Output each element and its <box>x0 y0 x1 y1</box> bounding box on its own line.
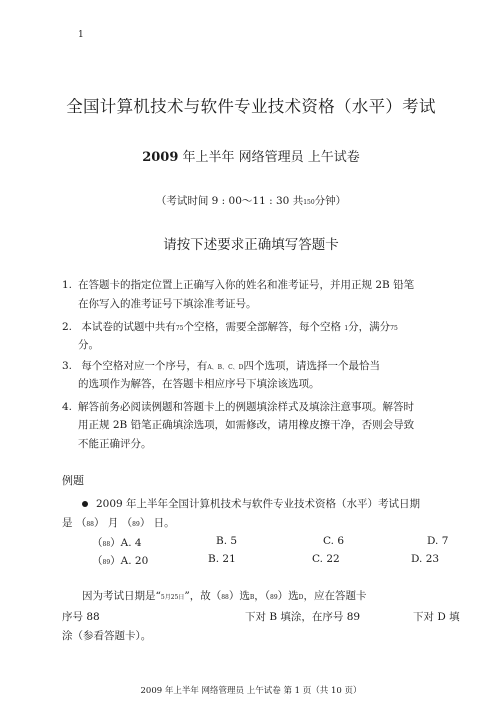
option-d: D. 7 <box>427 535 449 547</box>
option-b: B. 5 <box>216 535 238 547</box>
example-question-text: 2009 年上半年全国计算机技术与软件专业技术资格（水平）考试日期 <box>96 498 421 510</box>
example-text: ） 月 （ <box>93 517 133 529</box>
subtitle-year: 2009 <box>142 150 179 165</box>
explain-letter: B <box>249 594 255 601</box>
option-row-88-label: （88）A. 4 <box>92 537 142 549</box>
option-a: A. 20 <box>120 555 149 567</box>
explain-letter: D <box>298 594 304 601</box>
instruction-item-1-cont: 在你写入的准考证号下填涂准考证号。 <box>78 298 257 310</box>
option-c: C. 6 <box>323 535 345 547</box>
exam-time-close: 分钟） <box>314 195 347 207</box>
explain-number: 89 <box>270 594 278 601</box>
explain-text: ，（ <box>254 590 271 602</box>
explain-number: 88 <box>221 594 229 601</box>
option-d: D. 23 <box>411 553 440 565</box>
explain-text: ，应在答题卡 <box>303 590 367 602</box>
item-number: 1. <box>62 279 73 291</box>
explain-date: 5月25日 <box>160 594 185 601</box>
instruction-item-4-cont2: 不能正确评分。 <box>78 438 152 450</box>
page-number: 1 <box>78 30 84 40</box>
item-number: 3. <box>62 360 73 372</box>
example-question-cont <box>62 515 175 530</box>
explanation-line2-b: 下对 B 填涂，在序号 89 <box>245 611 361 623</box>
item-text: 解答前务必阅读例题和答题卡上的例题填涂样式及填涂注意事项。解答时 <box>78 401 414 413</box>
option-b: B. 21 <box>208 553 236 565</box>
instruction-item-4 <box>62 398 414 416</box>
item-number: 2. <box>62 321 73 333</box>
page-title: 全国计算机技术与软件专业技术资格（水平）考试 <box>66 97 436 116</box>
option-row-89-label: （89）A. 20 <box>92 555 149 567</box>
example-heading: 例题 <box>62 474 84 487</box>
explain-text: 因为考试日期是“ <box>82 590 161 602</box>
example-text: 是 （ <box>62 517 87 529</box>
item-text: 在答题卡的指定位置上正确写入你的姓名和准考证号，并用正规 2B 铅笔 <box>78 279 415 291</box>
exam-time <box>0 193 502 208</box>
instruction-item-3-cont: 的选项作为解答，在答题卡相应序号下填涂该选项。 <box>78 378 320 390</box>
explain-text: ”，故（ <box>184 590 222 602</box>
item-text: 分，满分 <box>348 321 391 333</box>
item-number-1: 1 <box>344 325 349 332</box>
instruction-item-4-cont: 用正规 2B 铅笔正确填涂选项，如需修改，请用橡皮擦干净，否则会导致 <box>78 419 415 431</box>
instruction-item-2 <box>62 318 398 338</box>
item-text: 每个空格对应一个序号，有 <box>78 360 208 372</box>
example-text: ） 日。 <box>139 517 175 529</box>
item-number-75: 75 <box>175 325 184 332</box>
item-text: 四个选项，请选择一个最恰当 <box>243 360 380 372</box>
explanation-line2-a: 序号 88 <box>62 611 100 623</box>
item-number-75b: 75 <box>390 325 398 332</box>
example-question <box>82 496 420 511</box>
instruction-item-2-cont: 分。 <box>78 339 99 351</box>
exam-time-open: （考试时间 9 : 00～11 : 30 共 <box>155 195 304 207</box>
option-a: A. 4 <box>120 537 142 549</box>
instruction-heading: 请按下述要求正确填写答题卡 <box>163 237 339 253</box>
explain-text: ）选 <box>277 590 299 602</box>
item-number: 4. <box>62 401 73 413</box>
option-row-number: 89 <box>102 559 111 566</box>
exam-time-minutes: 150 <box>303 199 315 206</box>
option-row-number: 88 <box>102 541 111 548</box>
item-letters: A、B、C、D <box>207 364 244 371</box>
explanation-line3: 涂（参看答题卡）。 <box>62 630 152 642</box>
page-footer: 2009 年上半年 网络管理员 上午试卷 第 1 页（共 10 页） <box>140 686 362 696</box>
item-text: 本试卷的试题中共有 <box>78 321 176 333</box>
example-explanation <box>82 588 366 603</box>
option-c: C. 22 <box>312 553 340 565</box>
blank-88: 88 <box>86 521 94 528</box>
explanation-line2-c: 下对 D 填 <box>413 611 460 623</box>
explain-text: ）选 <box>228 590 250 602</box>
blank-89: 89 <box>132 521 140 528</box>
subtitle-rest: 年上半年 网络管理员 上午试卷 <box>178 150 360 165</box>
exam-subtitle <box>0 146 502 165</box>
instruction-item-1 <box>62 276 414 294</box>
bullet-icon <box>82 501 88 507</box>
item-text: 个空格，需要全部解答，每个空格 <box>183 321 345 333</box>
instruction-item-3 <box>62 357 380 377</box>
